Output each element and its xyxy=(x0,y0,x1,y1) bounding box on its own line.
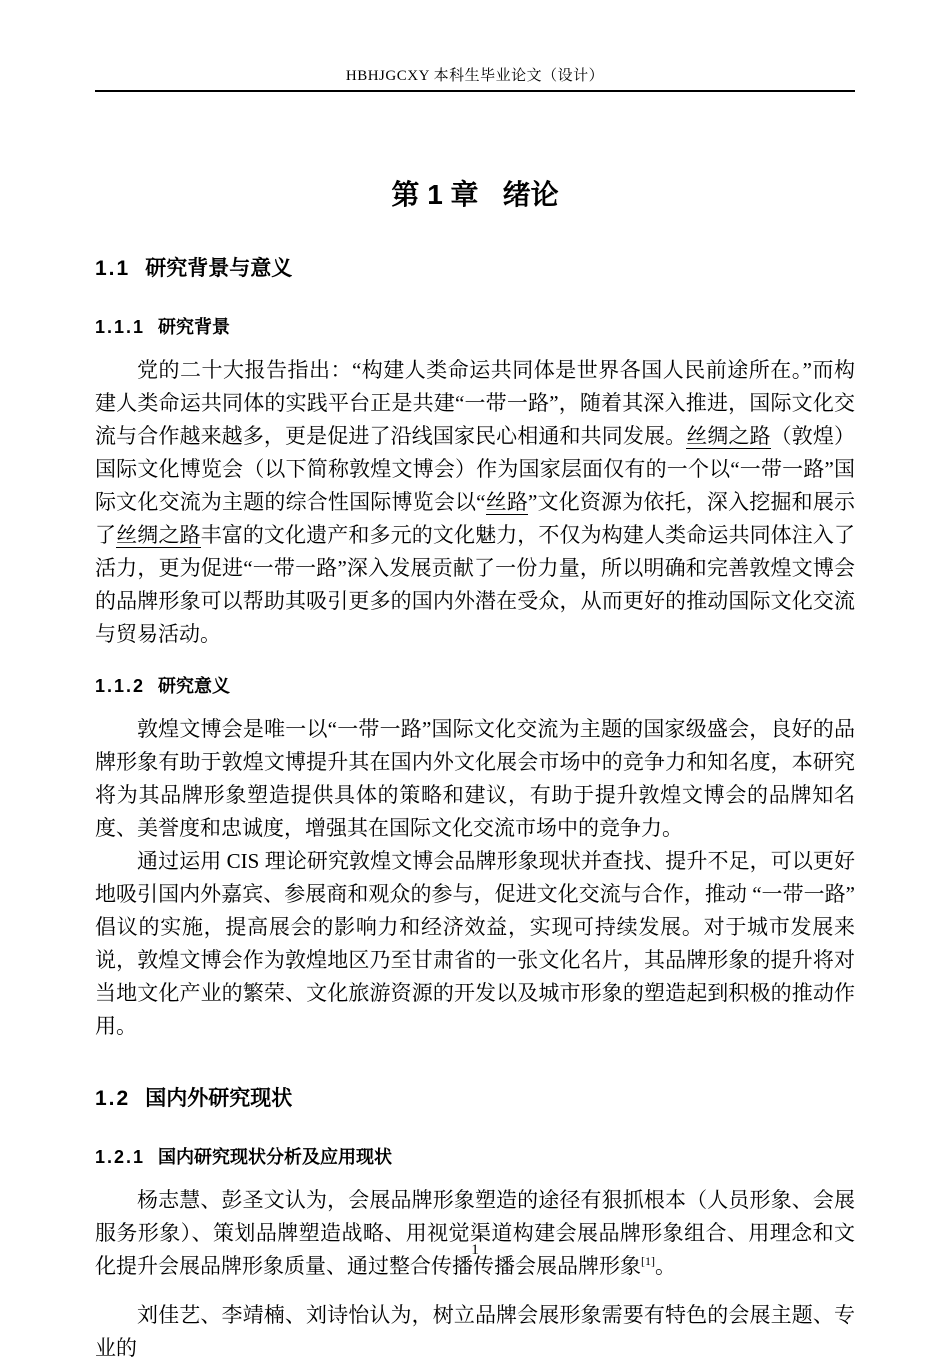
paragraph-text: 丰富的文化遗产和多元的文化魅力，不仅为构建人类命运共同体注入了活力，更为促进“一带一路”深入发展贡献了一份力量，所以明确和完善敦煌文博会的品牌形象可以帮助其吸引更多的国内外潜在受众，从而更好的推动国际文化交流与贸易活动。 xyxy=(95,523,856,646)
proper-noun-silk-road: 丝绸之路 xyxy=(686,424,771,448)
section-number: 1.1 xyxy=(95,257,131,280)
section-heading-1-2 xyxy=(95,1087,855,1111)
section-number: 1.2 xyxy=(95,1087,131,1110)
subsection-title: 国内研究现状分析及应用现状 xyxy=(158,1147,393,1167)
paragraph-text: ”文化资源为依托，深入挖掘和展示了 xyxy=(95,490,855,547)
subsection-number: 1.1.1 xyxy=(95,317,146,337)
page-header-title: HBHJGCXY 本科生毕业论文（设计） xyxy=(345,68,605,84)
chapter-heading xyxy=(95,178,855,212)
page-header xyxy=(95,64,855,92)
subsection-heading-1-2-1 xyxy=(95,1147,855,1168)
paragraph-text: 杨志慧、彭圣文认为，会展品牌形象塑造的途径有狠抓根本（人员形象、会展服务形象）、策划品牌塑造战略、用视觉渠道构建会展品牌形象组合、用理念和文化提升会展品牌形象质量、通过整合传播传播会展品牌形象 xyxy=(95,1188,855,1278)
paragraph-domestic-research-1 xyxy=(95,1184,855,1283)
paragraph-text: 通过运用 CIS 理论研究敦煌文博会品牌形象现状并查找、提升不足，可以更好地吸引国内外嘉宾、参展商和观众的参与，促进文化交流与合作，推动 “一带一路” 倡议的实施，提高展会的影响力和经济效益，实现可持续发展。对于城市发展来说，敦煌文博会作为敦煌地区乃至甘肃省的一张文化名片，其品牌形象的提升将对当地文化产业的繁荣、文化旅游资源的开发以及城市形象的塑造起到积极的推动作用。 xyxy=(95,849,855,1038)
chapter-title-text: 绪论 xyxy=(502,179,559,210)
paragraph-text: 党的二十大报告指出：“构建人类命运共同体是世界各国人民前途所在。”而构建人类命运共同体的实践平台正是共建“一带一路”，随着其深入推进，国际文化交流与合作越来越多，更是促进了沿线国家民心相通和共同发展。 xyxy=(95,358,855,448)
subsection-heading-1-1-2 xyxy=(95,676,855,697)
footnote-reference-1: [1] xyxy=(641,1254,655,1268)
paragraph-domestic-research-2 xyxy=(95,1299,855,1365)
paragraph-text: 刘佳艺、李靖楠、刘诗怡认为，树立品牌会展形象需要有特色的会展主题、专业的 xyxy=(95,1303,855,1360)
paragraph-text: 。 xyxy=(655,1254,676,1278)
subsection-title: 研究背景 xyxy=(158,317,231,337)
subsection-number: 1.1.2 xyxy=(95,676,146,696)
paragraph-text: 敦煌文博会是唯一以“一带一路”国际文化交流为主题的国家级盛会，良好的品牌形象有助于敦煌文博提升其在国内外文化展会市场中的竞争力和知名度，本研究将为其品牌形象塑造提供具体的策略和建议，有助于提升敦煌文博会的品牌知名度、美誉度和忠诚度，增强其在国际文化交流市场中的竞争力。 xyxy=(95,717,855,840)
subsection-number: 1.2.1 xyxy=(95,1147,146,1167)
paragraph-research-significance-1 xyxy=(95,713,855,845)
paragraph-text: （敦煌）国际文化博览会（以下简称敦煌文博会）作为国家层面仅有的一个以“一带一路”国际文化交流为主题的综合性国际博览会以“ xyxy=(95,424,856,514)
paragraph-research-significance-2 xyxy=(95,845,855,1043)
subsection-title: 研究意义 xyxy=(158,676,231,696)
section-title: 国内外研究现状 xyxy=(145,1087,293,1110)
page-footer xyxy=(0,1242,950,1259)
section-title: 研究背景与意义 xyxy=(145,257,293,280)
chapter-number: 第 1 章 xyxy=(391,179,479,210)
proper-noun-silu: 丝路 xyxy=(485,490,529,514)
page-number: 1 xyxy=(471,1242,479,1258)
section-heading-1-1 xyxy=(95,257,855,281)
subsection-heading-1-1-1 xyxy=(95,317,855,338)
proper-noun-silk-road: 丝绸之路 xyxy=(116,523,201,547)
paragraph-research-background xyxy=(95,354,855,651)
